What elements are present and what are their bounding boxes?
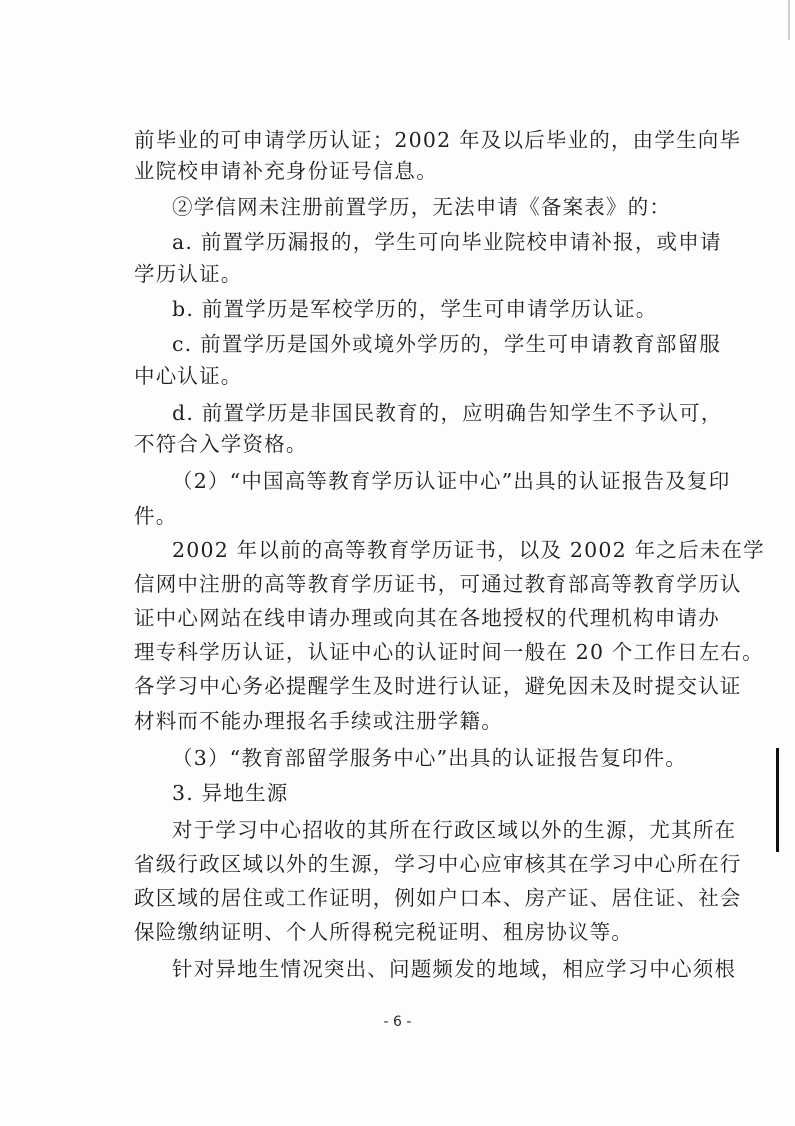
text-line-5: 学历认证。 xyxy=(134,262,243,286)
text-line-24: 保险缴纳证明、个人所得税完税证明、租房协议等。 xyxy=(134,920,634,944)
text-line-6: b. 前置学历是军校学历的，学生可申请学历认证。 xyxy=(172,297,658,321)
scan-edge-mark-right xyxy=(776,748,779,852)
text-line-23: 政区域的居住或工作证明，例如户口本、房产证、居住证、社会 xyxy=(134,886,742,910)
text-line-1: 前毕业的可申请学历认证；2002 年及以后毕业的，由学生向毕 xyxy=(134,128,742,152)
text-line-8: 中心认证。 xyxy=(134,364,243,388)
text-line-2: 业院校申请补充身份证号信息。 xyxy=(134,159,438,183)
text-line-14: 信网中注册的高等教育学历证书，可通过教育部高等教育学历认 xyxy=(134,572,742,596)
page-number: - 6 - xyxy=(383,1014,412,1030)
text-line-10: 不符合入学资格。 xyxy=(134,432,308,456)
text-line-25: 针对异地生情况突出、问题频发的地域，相应学习中心须根 xyxy=(172,957,737,981)
text-line-20: 3. 异地生源 xyxy=(172,781,289,805)
text-line-13: 2002 年以前的高等教育学历证书，以及 2002 年之后未在学 xyxy=(172,538,765,562)
text-line-17: 各学习中心务必提醒学生及时进行认证，避免因未及时提交认证 xyxy=(134,674,742,698)
scan-edge-mark-top xyxy=(788,0,790,40)
text-line-11: （2）“中国高等教育学历认证中心”出具的认证报告及复印 xyxy=(172,469,731,493)
text-line-22: 省级行政区域以外的生源，学习中心应审核其在学习中心所在行 xyxy=(134,852,742,876)
text-line-18: 材料而不能办理报名手续或注册学籍。 xyxy=(134,709,503,733)
text-line-3: ②学信网未注册前置学历，无法申请《备案表》的： xyxy=(172,195,672,219)
text-line-7: c. 前置学历是国外或境外学历的，学生可申请教育部留服 xyxy=(172,332,721,356)
text-line-12: 件。 xyxy=(134,504,178,528)
text-line-4: a. 前置学历漏报的，学生可向毕业院校申请补报，或申请 xyxy=(172,230,722,254)
text-line-9: d. 前置学历是非国民教育的，应明确告知学生不予认可， xyxy=(172,401,723,425)
text-line-16: 理专科学历认证，认证中心的认证时间一般在 20 个工作日左右。 xyxy=(134,640,764,664)
text-line-19: （3）“教育部留学服务中心”出具的认证报告复印件。 xyxy=(172,746,688,770)
text-line-21: 对于学习中心招收的其所在行政区域以外的生源，尤其所在 xyxy=(172,818,737,842)
text-line-15: 证中心网站在线申请办理或向其在各地授权的代理机构申请办 xyxy=(134,606,720,630)
